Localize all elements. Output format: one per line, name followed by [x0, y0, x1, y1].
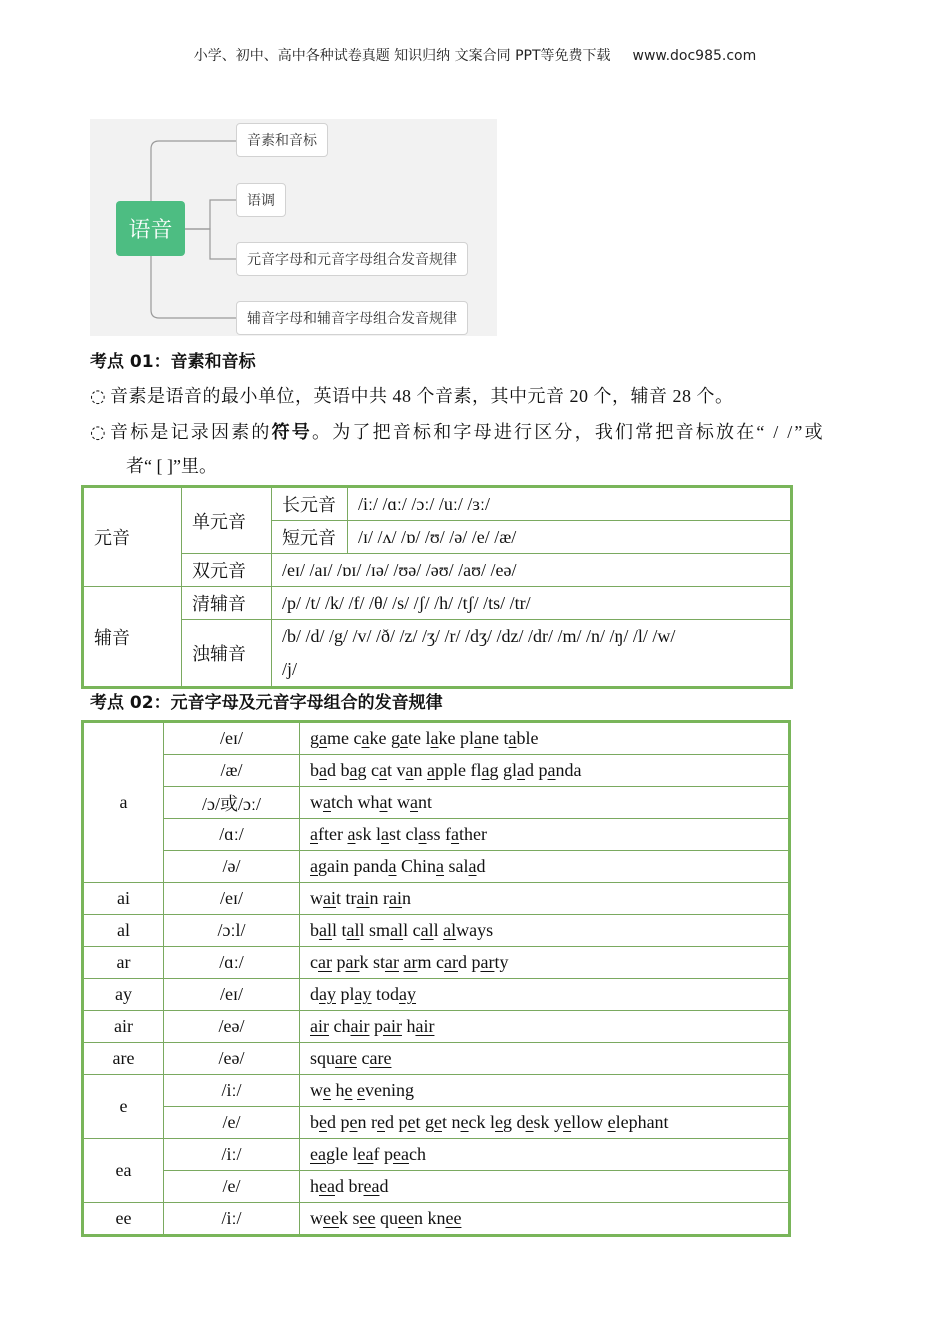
example-words-cell: [300, 722, 790, 755]
cell-voiced-list: /b/ /d/ /g/ /v/ /ð/ /z/ /ʒ/ /r/ /dʒ/ /dz/ /dr/ /m/ /n/ /ŋ/ /l/ /w/ /j/: [272, 620, 792, 688]
example-word: apple: [427, 760, 467, 780]
cell-voiceless: 清辅音: [182, 587, 272, 620]
example-words-cell: [300, 947, 790, 979]
cell-long-vowel-list: /iː/ /ɑː/ /ɔː/ /uː/ /ɜː/: [348, 487, 792, 521]
vowel-rules-table: [81, 720, 791, 1237]
table-row: [83, 755, 790, 787]
example-word: small: [369, 920, 409, 940]
example-word: play: [340, 984, 372, 1004]
example-word: knee: [427, 1208, 462, 1228]
example-word: bed: [310, 1112, 336, 1132]
ipa-cell: /eə/: [164, 1011, 300, 1043]
example-word: watch: [310, 792, 353, 812]
cell-vowel: 元音: [83, 487, 182, 587]
cell-short-vowel: 短元音: [272, 521, 348, 554]
example-word: class: [405, 824, 441, 844]
example-word: party: [471, 952, 509, 972]
example-word: wait: [310, 888, 342, 908]
example-word: ask: [347, 824, 372, 844]
table-row: [83, 947, 790, 979]
example-word: call: [412, 920, 439, 940]
table-row: [83, 1107, 790, 1139]
example-word: today: [376, 984, 417, 1004]
example-word: panda: [538, 760, 582, 780]
letter-cell: air: [83, 1011, 164, 1043]
example-word: bread: [348, 1176, 389, 1196]
example-word: bag: [340, 760, 367, 780]
example-word: desk: [516, 1112, 550, 1132]
example-word: air: [310, 1016, 329, 1036]
example-word: pair: [373, 1016, 402, 1036]
table-row: [83, 1171, 790, 1203]
example-word: last: [376, 824, 402, 844]
table-row: [83, 915, 790, 947]
example-word: get: [425, 1112, 448, 1132]
ipa-cell: /eə/: [164, 1043, 300, 1075]
table-row: [83, 851, 790, 883]
phoneme-table: [81, 485, 793, 689]
example-words-cell: [300, 915, 790, 947]
example-word: panda: [353, 856, 397, 876]
example-words-cell: [300, 819, 790, 851]
example-word: always: [443, 920, 494, 940]
example-words-cell: [300, 883, 790, 915]
example-word: China: [401, 856, 445, 876]
table-row: [83, 883, 790, 915]
page-header: [0, 45, 950, 65]
bullet-phonetic-symbols-cont: 者“ [ ]”里。: [126, 456, 217, 476]
example-word: salad: [448, 856, 486, 876]
example-word: cat: [371, 760, 393, 780]
mind-map-node-phonemes: 音素和音标: [236, 123, 328, 157]
example-word: day: [310, 984, 336, 1004]
example-word: elephant: [607, 1112, 669, 1132]
example-word: car: [310, 952, 332, 972]
letter-cell: e: [83, 1075, 164, 1139]
example-words-cell: [300, 755, 790, 787]
example-word: train: [345, 888, 379, 908]
mind-map-node-intonation: 语调: [236, 183, 286, 217]
table-row: [83, 1011, 790, 1043]
mind-map-node-consonant-rules: 辅音字母和辅音字母组合发音规律: [236, 301, 468, 335]
example-word: tall: [341, 920, 365, 940]
ipa-cell: /ɑː/: [164, 947, 300, 979]
example-word: peach: [383, 1144, 426, 1164]
example-word: star: [372, 952, 399, 972]
letter-cell: ai: [83, 883, 164, 915]
example-words-cell: [300, 1107, 790, 1139]
example-word: card: [435, 952, 467, 972]
ipa-cell: /ɔ/或/ɔː/: [164, 787, 300, 819]
ipa-cell: /e/: [164, 1107, 300, 1139]
example-word: pen: [340, 1112, 367, 1132]
example-word: we: [310, 1080, 331, 1100]
ipa-cell: /eɪ/: [164, 979, 300, 1011]
letter-cell: a: [83, 722, 164, 883]
cell-voiced: 浊辅音: [182, 620, 272, 688]
ipa-cell: /ɔːl/: [164, 915, 300, 947]
example-word: see: [352, 1208, 376, 1228]
example-word: table: [503, 728, 539, 748]
cell-monophthong: 单元音: [182, 487, 272, 554]
example-word: yellow: [554, 1112, 604, 1132]
example-words-cell: [300, 1203, 790, 1236]
bullet-phoneme-definition: ◌ 音素是语音的最小单位，英语中共 48 个音素，其中元音 20 个，辅音 28 个。: [90, 386, 734, 407]
ipa-cell: /æ/: [164, 755, 300, 787]
example-word: chair: [333, 1016, 370, 1036]
example-word: lake: [425, 728, 456, 748]
header-url[interactable]: www.doc985.com: [632, 48, 757, 64]
mind-map: [90, 119, 497, 336]
example-words-cell: [300, 1075, 790, 1107]
example-word: again: [310, 856, 349, 876]
example-word: after: [310, 824, 343, 844]
example-word: van: [396, 760, 423, 780]
ipa-cell: /iː/: [164, 1075, 300, 1107]
example-word: square: [310, 1048, 357, 1068]
example-word: leaf: [352, 1144, 380, 1164]
table-row: [83, 722, 790, 755]
example-words-cell: [300, 787, 790, 819]
example-word: red: [371, 1112, 394, 1132]
ipa-cell: /ə/: [164, 851, 300, 883]
letter-cell: ay: [83, 979, 164, 1011]
example-word: flag: [470, 760, 499, 780]
table-row: [83, 819, 790, 851]
table-row: [83, 787, 790, 819]
table-row: [83, 1139, 790, 1171]
ipa-cell: /eɪ/: [164, 722, 300, 755]
cell-voiceless-list: /p/ /t/ /k/ /f/ /θ/ /s/ /ʃ/ /h/ /tʃ/ /ts/ /tr/: [272, 587, 792, 620]
example-word: glad: [503, 760, 535, 780]
letter-cell: ea: [83, 1139, 164, 1203]
example-word: evening: [357, 1080, 414, 1100]
table-row: [83, 979, 790, 1011]
example-word: park: [336, 952, 369, 972]
example-word: father: [445, 824, 488, 844]
letter-cell: ee: [83, 1203, 164, 1236]
example-word: bad: [310, 760, 336, 780]
example-word: plane: [460, 728, 500, 748]
vowel-rules-body: [83, 722, 790, 1236]
example-word: week: [310, 1208, 348, 1228]
example-word: care: [361, 1048, 392, 1068]
example-word: neck: [451, 1112, 486, 1132]
ipa-cell: /ɑː/: [164, 819, 300, 851]
example-word: want: [397, 792, 433, 812]
example-word: rain: [383, 888, 412, 908]
cell-diphthong: 双元音: [182, 554, 272, 587]
example-words-cell: [300, 979, 790, 1011]
header-text: 小学、初中、高中各种试卷真题 知识归纳 文案合同 PPT等免费下载: [193, 48, 611, 64]
example-word: what: [357, 792, 393, 812]
mind-map-node-vowel-rules: 元音字母和元音字母组合发音规律: [236, 242, 468, 276]
letter-cell: ar: [83, 947, 164, 979]
ipa-cell: /iː/: [164, 1203, 300, 1236]
example-words-cell: [300, 1171, 790, 1203]
section1-title: 考点 01：音素和音标: [90, 352, 256, 372]
example-word: eagle: [310, 1144, 348, 1164]
table-row: [83, 1075, 790, 1107]
example-words-cell: [300, 1139, 790, 1171]
example-word: ball: [310, 920, 338, 940]
bullet-phonetic-symbols: ◌ 音标是记录因素的符号。为了把音标和字母进行区分，我们常把音标放在“ / /”或: [90, 422, 825, 443]
ipa-cell: /iː/: [164, 1139, 300, 1171]
example-word: hair: [406, 1016, 435, 1036]
cell-short-vowel-list: /ɪ/ /ʌ/ /ɒ/ /ʊ/ /ə/ /e/ /æ/: [348, 521, 792, 554]
ipa-cell: /eɪ/: [164, 883, 300, 915]
example-words-cell: [300, 1043, 790, 1075]
cell-consonant: 辅音: [83, 587, 182, 688]
example-word: he: [335, 1080, 353, 1100]
example-word: cake: [353, 728, 387, 748]
cell-diphthong-list: /eɪ/ /aɪ/ /ɒɪ/ /ɪə/ /ʊə/ /əʊ/ /aʊ/ /eə/: [272, 554, 792, 587]
table-row: [83, 1043, 790, 1075]
letter-cell: are: [83, 1043, 164, 1075]
cell-long-vowel: 长元音: [272, 487, 348, 521]
bullet-icon: ◌: [90, 386, 107, 407]
example-word: gate: [391, 728, 421, 748]
section2-title: 考点 02：元音字母及元音字母组合的发音规律: [90, 693, 443, 713]
example-word: game: [310, 728, 349, 748]
example-word: queen: [379, 1208, 423, 1228]
example-words-cell: [300, 851, 790, 883]
example-word: arm: [403, 952, 432, 972]
ipa-cell: /e/: [164, 1171, 300, 1203]
example-word: head: [310, 1176, 344, 1196]
letter-cell: al: [83, 915, 164, 947]
example-words-cell: [300, 1011, 790, 1043]
mind-map-root: 语音: [116, 201, 185, 256]
example-word: pet: [398, 1112, 421, 1132]
bullet-icon: ◌: [90, 422, 108, 443]
table-row: [83, 1203, 790, 1236]
example-word: leg: [490, 1112, 513, 1132]
